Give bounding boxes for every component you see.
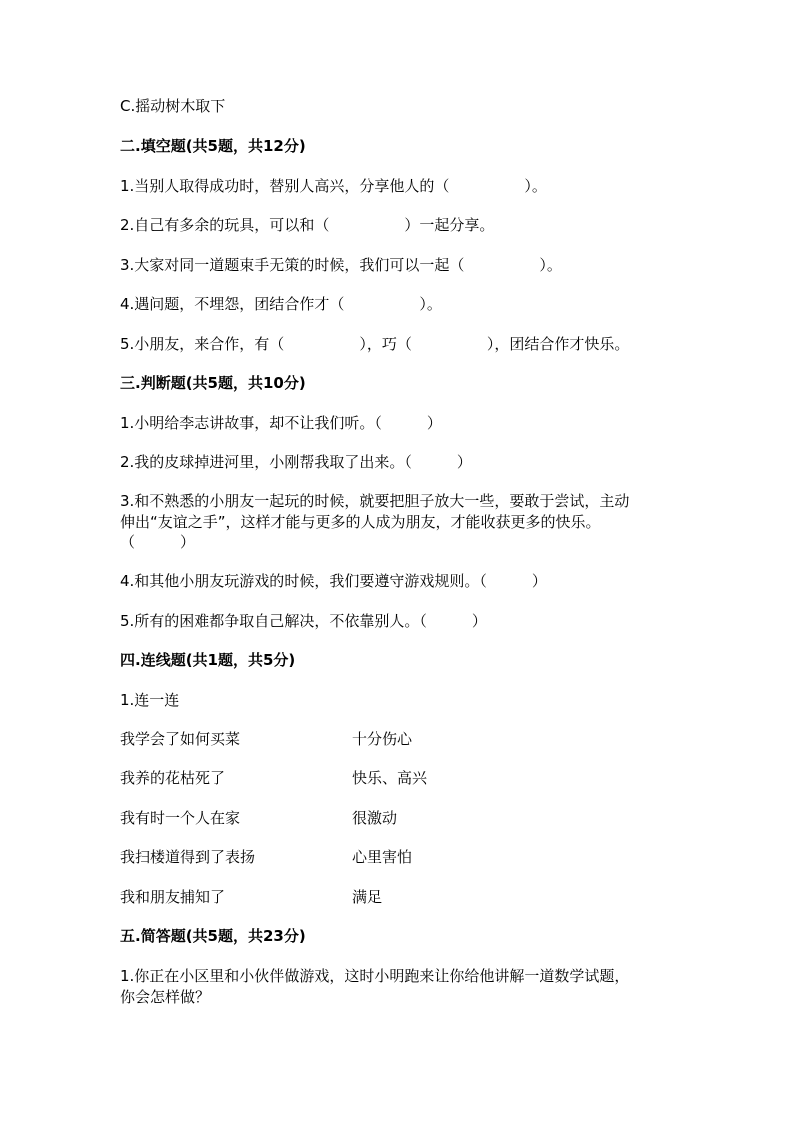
match-left-item: 我学会了如何买菜 <box>120 730 241 748</box>
match-right-item: 十分伤心 <box>352 730 413 748</box>
match-left-item: 我和朋友捕知了 <box>120 888 226 906</box>
section2-q2: 2.自己有多余的玩具，可以和（ ）一起分享。 <box>120 216 495 234</box>
section2-q3: 3.大家对同一道题束手无策的时候，我们可以一起（ ）。 <box>120 256 562 274</box>
section3-q2: 2.我的皮球掉进河里，小刚帮我取了出来。（ ） <box>120 453 472 471</box>
section5-q1-line1: 1.你正在小区里和小伙伴做游戏，这时小明跑来让你给他讲解一道数学试题， <box>120 967 630 985</box>
section3-q3-line2: 伸出“友谊之手”，这样才能与更多的人成为朋友，才能收获更多的快乐。 <box>120 513 601 531</box>
section3-q1: 1.小明给李志讲故事，却不让我们听。（ ） <box>120 414 442 432</box>
section3-q3-line1: 3.和不熟悉的小朋友一起玩的时候，就要把胆子放大一些，要敢于尝试，主动 <box>120 492 630 510</box>
section2-q4: 4.遇问题，不埋怨，团结合作才（ ）。 <box>120 295 442 313</box>
match-left-item: 我养的花枯死了 <box>120 769 226 787</box>
option-c: C.摇动树木取下 <box>120 97 226 115</box>
match-left-item: 我有时一个人在家 <box>120 809 241 827</box>
section5-heading: 五.简答题(共5题，共23分) <box>120 927 306 945</box>
section3-heading: 三.判断题(共5题，共10分) <box>120 374 306 392</box>
section2-heading: 二.填空题(共5题，共12分) <box>120 137 306 155</box>
match-right-item: 快乐、高兴 <box>352 769 428 787</box>
match-right-item: 满足 <box>352 888 383 906</box>
match-right-item: 心里害怕 <box>352 848 413 866</box>
section3-q5: 5.所有的困难都争取自己解决，不依靠别人。（ ） <box>120 612 487 630</box>
section2-q1: 1.当别人取得成功时，替别人高兴，分享他人的（ ）。 <box>120 177 547 195</box>
match-left-item: 我扫楼道得到了表扬 <box>120 848 256 866</box>
section5-q1-line2: 你会怎样做？ <box>120 988 211 1006</box>
section3-q3-line3: （ ） <box>120 533 196 551</box>
section4-q1: 1.连一连 <box>120 691 180 709</box>
section4-heading: 四.连线题(共1题，共5分) <box>120 651 296 669</box>
section2-q5: 5.小朋友，来合作，有（ ），巧（ ），团结合作才快乐。 <box>120 335 630 353</box>
match-right-item: 很激动 <box>352 809 398 827</box>
section3-q4: 4.和其他小朋友玩游戏的时候，我们要遵守游戏规则。（ ） <box>120 572 547 590</box>
